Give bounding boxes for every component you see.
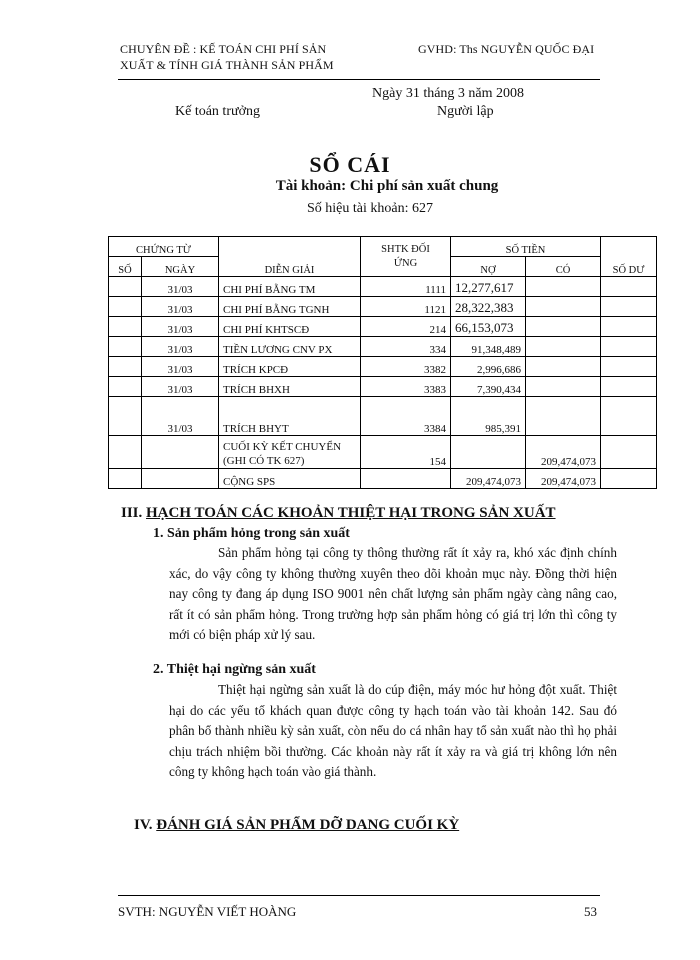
row-no: [109, 436, 142, 469]
table-row: [109, 277, 657, 297]
row-credit: [526, 397, 601, 436]
row-description: CHI PHÍ BẰNG TGNH: [219, 297, 361, 317]
row-contra: 3384: [361, 397, 451, 436]
row-description: TRÍCH BHYT: [219, 397, 361, 436]
row-balance: [601, 377, 657, 397]
row-debit: 66,153,073: [451, 317, 526, 337]
row-debit: 2,996,686: [451, 357, 526, 377]
row-debit: 7,390,434: [451, 377, 526, 397]
row-credit: [526, 277, 601, 297]
row-no: [109, 277, 142, 297]
col-date: NGÀY: [142, 257, 219, 277]
table-row-total: [109, 469, 657, 489]
col-balance: SỐ DƯ: [601, 237, 657, 277]
total-credit: 209,474,073: [526, 469, 601, 489]
footer-student: SVTH: NGUYỄN VIẾT HOÀNG: [118, 904, 297, 919]
row-credit: [526, 297, 601, 317]
header-supervisor: GVHD: Ths NGUYỄN QUỐC ĐẠI: [418, 42, 595, 56]
header-topic-line2: XUẤT & TÍNH GIÁ THÀNH SẢN PHẨM: [120, 58, 334, 72]
row-credit: [526, 377, 601, 397]
row-balance: [601, 469, 657, 489]
row-date: 31/03: [142, 337, 219, 357]
col-contra-line2: ỨNG: [393, 257, 418, 269]
row-date: 31/03: [142, 357, 219, 377]
row-debit: 985,391: [451, 397, 526, 436]
col-contra-line1: SHTK ĐỐI: [381, 243, 430, 255]
row-date: [142, 436, 219, 469]
col-amount: SỐ TIỀN: [451, 237, 601, 257]
table-row: [109, 377, 657, 397]
closing-description-line2: (GHI CÓ TK 627): [223, 455, 305, 467]
total-contra: [361, 469, 451, 489]
section-4-title: ĐÁNH GIÁ SẢN PHẨM DỠ DANG CUỐI KỲ: [156, 817, 460, 833]
page-number: 53: [584, 904, 597, 919]
ledger-account-number: Số hiệu tài khoản: 627: [307, 201, 433, 216]
signature-date: Ngày 31 tháng 3 năm 2008: [372, 86, 525, 101]
closing-credit: 209,474,073: [526, 436, 601, 469]
header-topic-line1: CHUYÊN ĐỀ : KẾ TOÁN CHI PHÍ SẢN: [120, 42, 327, 56]
ledger-table: [108, 236, 657, 489]
subsection-1-text: Sản phẩm hỏng tại công ty thông thường rất ít xảy ra, khó xác định chính xác, do vậy công ty không thường xuyên theo dõi khoản mục này. Đồng thời hiện nay công ty đang áp dụng ISO 9001 nên chất lượng sản phẩm ngày càng nâng cao, rất ít có sản phẩm hỏng. Trong trường hợp sản phẩm hỏng có giá trị lớn thì công ty mới có biện pháp xử lý sau.: [169, 545, 617, 643]
row-balance: [601, 297, 657, 317]
row-description: TRÍCH BHXH: [219, 377, 361, 397]
row-no: [109, 397, 142, 436]
row-balance: [601, 317, 657, 337]
row-date: 31/03: [142, 377, 219, 397]
total-debit: 209,474,073: [451, 469, 526, 489]
row-no: [109, 469, 142, 489]
row-balance: [601, 357, 657, 377]
row-contra: 3383: [361, 377, 451, 397]
row-date: [142, 469, 219, 489]
row-contra: 3382: [361, 357, 451, 377]
col-credit: CÓ: [526, 257, 601, 277]
table-row: [109, 397, 657, 436]
ledger-account: Tài khoản: Chi phí sản xuất chung: [275, 178, 499, 194]
footer-rule: [118, 895, 600, 896]
row-date: 31/03: [142, 317, 219, 337]
row-debit: 28,322,383: [451, 297, 526, 317]
row-no: [109, 357, 142, 377]
ledger-title: SỔ CÁI: [309, 152, 391, 177]
total-description: CỘNG SPS: [219, 469, 361, 489]
row-balance: [601, 277, 657, 297]
subsection-2-text: Thiệt hại ngừng sản xuất là do cúp điện, máy móc hư hỏng đột xuất. Thiệt hại do các yếu tố khách quan được công ty hạch toán vào tài khoản 142. Sau đó phân bổ thành nhiều kỳ sản xuất, còn nếu do cá nhân hay tổ sản xuất nào thì họ phải chịu trách nhiệm bồi thường. Các khoản này rất ít xảy ra và giá trị không lớn nên công ty không hạch toán vào giá thành.: [169, 682, 617, 780]
table-row: [109, 337, 657, 357]
subsection-2-paragraph: [169, 680, 617, 783]
row-contra: 214: [361, 317, 451, 337]
col-contra: [361, 237, 451, 277]
row-credit: [526, 337, 601, 357]
row-debit: 91,348,489: [451, 337, 526, 357]
section-3-number: III.: [121, 505, 143, 521]
table-row: [109, 357, 657, 377]
row-balance: [601, 436, 657, 469]
section-3-heading: [121, 505, 556, 522]
row-date: 31/03: [142, 277, 219, 297]
section-3-title: HẠCH TOÁN CÁC KHOẢN THIỆT HẠI TRONG SẢN XUẤT: [146, 505, 556, 521]
row-no: [109, 337, 142, 357]
row-balance: [601, 337, 657, 357]
subsection-1-heading: 1. Sản phẩm hỏng trong sản xuất: [153, 526, 350, 541]
col-debit: NỢ: [451, 257, 526, 277]
table-row: [109, 297, 657, 317]
row-balance: [601, 397, 657, 436]
row-no: [109, 297, 142, 317]
table-row-closing: [109, 436, 657, 469]
closing-description-line1: CUỐI KỲ KẾT CHUYỂN: [223, 441, 342, 453]
section-4-heading: [134, 817, 459, 834]
row-credit: [526, 357, 601, 377]
row-description: CHI PHÍ KHTSCĐ: [219, 317, 361, 337]
section-4-number: IV.: [134, 817, 153, 833]
closing-debit: [451, 436, 526, 469]
row-no: [109, 317, 142, 337]
col-voucher: CHỨNG TỪ: [109, 237, 219, 257]
subsection-2-heading: 2. Thiệt hại ngừng sản xuất: [153, 662, 316, 677]
chief-accountant-label: Kế toán trưởng: [175, 104, 260, 119]
col-description: DIỄN GIẢI: [219, 237, 361, 277]
closing-description: [219, 436, 361, 469]
row-description: TRÍCH KPCĐ: [219, 357, 361, 377]
row-contra: 1121: [361, 297, 451, 317]
col-no: SỐ: [109, 257, 142, 277]
header-topic: [120, 41, 334, 73]
row-debit: 12,277,617: [451, 277, 526, 297]
row-contra: 334: [361, 337, 451, 357]
row-date: 31/03: [142, 397, 219, 436]
subsection-1-paragraph: [169, 543, 617, 646]
preparer-label: Người lập: [437, 104, 494, 119]
row-credit: [526, 317, 601, 337]
closing-contra: 154: [361, 436, 451, 469]
table-row: [109, 317, 657, 337]
row-description: TIỀN LƯƠNG CNV PX: [219, 337, 361, 357]
row-contra: 1111: [361, 277, 451, 297]
row-no: [109, 377, 142, 397]
row-date: 31/03: [142, 297, 219, 317]
header-rule: [118, 79, 600, 80]
row-description: CHI PHÍ BẰNG TM: [219, 277, 361, 297]
